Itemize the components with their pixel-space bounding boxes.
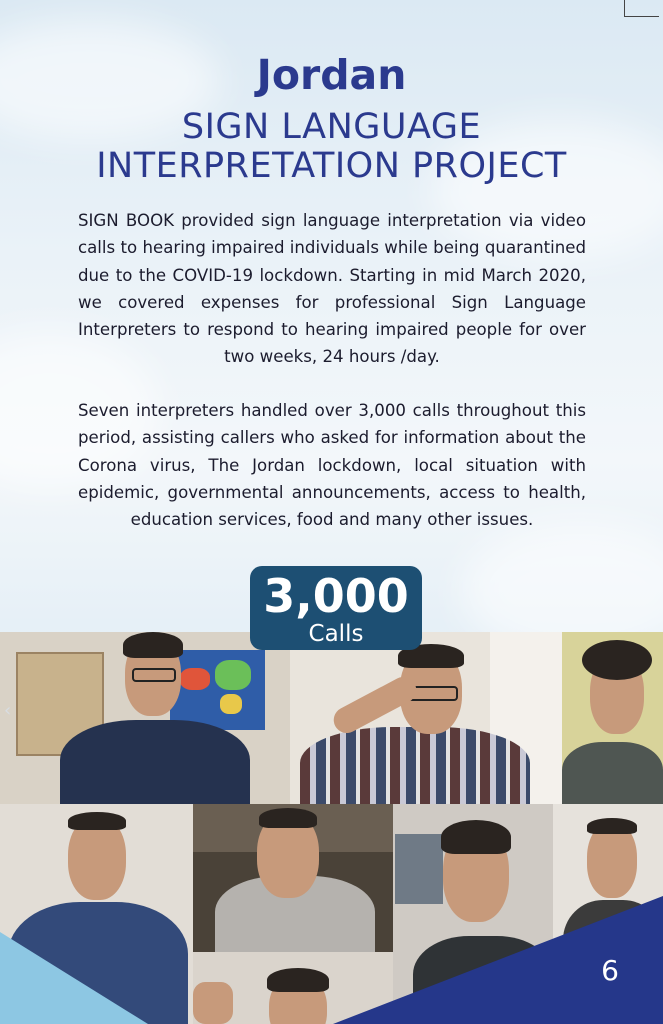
- calls-stat-badge: [250, 566, 422, 650]
- page-title: Jordan: [256, 51, 407, 99]
- wall-poster: [395, 834, 443, 904]
- decorative-corner-light: [0, 932, 148, 1024]
- subtitle-line-1: SIGN LANGUAGE: [181, 107, 482, 147]
- intro-paragraph: SIGN BOOK provided sign language interpretation via video calls to hearing impaired individuals while being quarantined due to the COVID-19 lockdown. Starting in mid March 2020, we covered expenses for professional Sign Language Interpreters to respond to hearing impaired people for over two weeks, 24 hours /day.: [78, 211, 586, 367]
- details-paragraph: Seven interpreters handled over 3,000 calls throughout this period, assisting callers who asked for information about the Corona virus, The Jordan lockdown, local situation with epidemic, governmental announcements, access to health, education services, food and many other issues.: [78, 401, 586, 530]
- world-map: [170, 650, 265, 730]
- chevron-left-icon: ‹: [4, 700, 12, 721]
- page-subtitle: [0, 108, 663, 186]
- page-number: 6: [601, 954, 619, 987]
- subtitle-line-2: INTERPRETATION PROJECT: [96, 146, 567, 186]
- stat-value: 3,000: [263, 569, 409, 623]
- stat-label: Calls: [308, 621, 364, 647]
- crop-mark: [624, 0, 659, 17]
- video-tile-1: [0, 632, 290, 804]
- video-tile-3: [562, 632, 663, 804]
- video-tile-2: [290, 632, 562, 804]
